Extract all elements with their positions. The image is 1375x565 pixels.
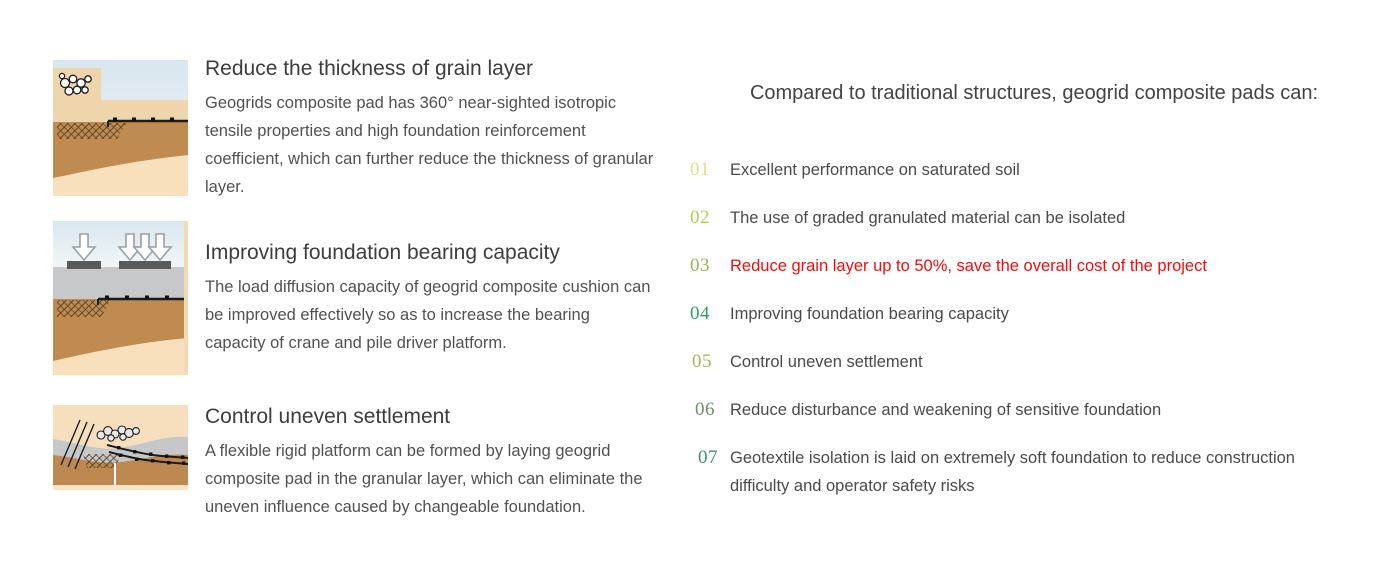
settlement-illustration-icon (53, 405, 188, 490)
comparison-item (690, 300, 1340, 328)
feature-block (205, 403, 655, 521)
feature-title: Reduce the thickness of grain layer (205, 57, 534, 80)
item-number: 01 (690, 159, 710, 180)
item-text: Improving foundation bearing capacity (730, 305, 1009, 323)
comparison-item (690, 348, 1340, 376)
item-number: 02 (690, 207, 710, 228)
comparison-item (690, 444, 1340, 500)
feature-description: The load diffusion capacity of geogrid composite cushion can be improved effectively so as to increase the bearing capacity of crane and pile driver platform. (205, 278, 651, 352)
item-text: Reduce grain layer up to 50%, save the overall cost of the project (730, 257, 1207, 275)
item-number: 07 (698, 447, 718, 468)
item-text: Control uneven settlement (730, 353, 923, 371)
item-number: 03 (690, 255, 710, 276)
item-number: 04 (690, 303, 710, 324)
feature-block (205, 55, 655, 201)
comparison-title: Compared to traditional structures, geogrid composite pads can: (749, 82, 1319, 104)
comparison-item (690, 156, 1340, 184)
feature-title: Improving foundation bearing capacity (205, 241, 560, 264)
grain-layer-illustration-icon (53, 60, 188, 196)
item-number: 06 (695, 399, 715, 420)
item-text: Excellent performance on saturated soil (730, 161, 1020, 179)
item-text: The use of graded granulated material can be isolated (730, 209, 1126, 227)
feature-title: Control uneven settlement (205, 405, 451, 428)
item-number: 05 (692, 351, 712, 372)
item-text: Reduce disturbance and weakening of sensitive foundation (730, 401, 1162, 419)
feature-description: Geogrids composite pad has 360° near-sighted isotropic tensile properties and high foundation reinforcement coefficient, which can further reduce the thickness of granular layer. (205, 94, 654, 196)
comparison-list (690, 156, 1340, 520)
feature-block (205, 239, 655, 357)
item-text: Geotextile isolation is laid on extremely soft foundation to reduce construction difficulty and operator safety risks (730, 449, 1295, 495)
comparison-item (690, 396, 1340, 424)
bearing-capacity-illustration-icon (53, 221, 188, 375)
comparison-item (690, 204, 1340, 232)
feature-description: A flexible rigid platform can be formed by laying geogrid composite pad in the granular layer, which can eliminate the uneven influence caused by changeable foundation. (205, 442, 643, 516)
comparison-item-highlighted (690, 252, 1340, 280)
